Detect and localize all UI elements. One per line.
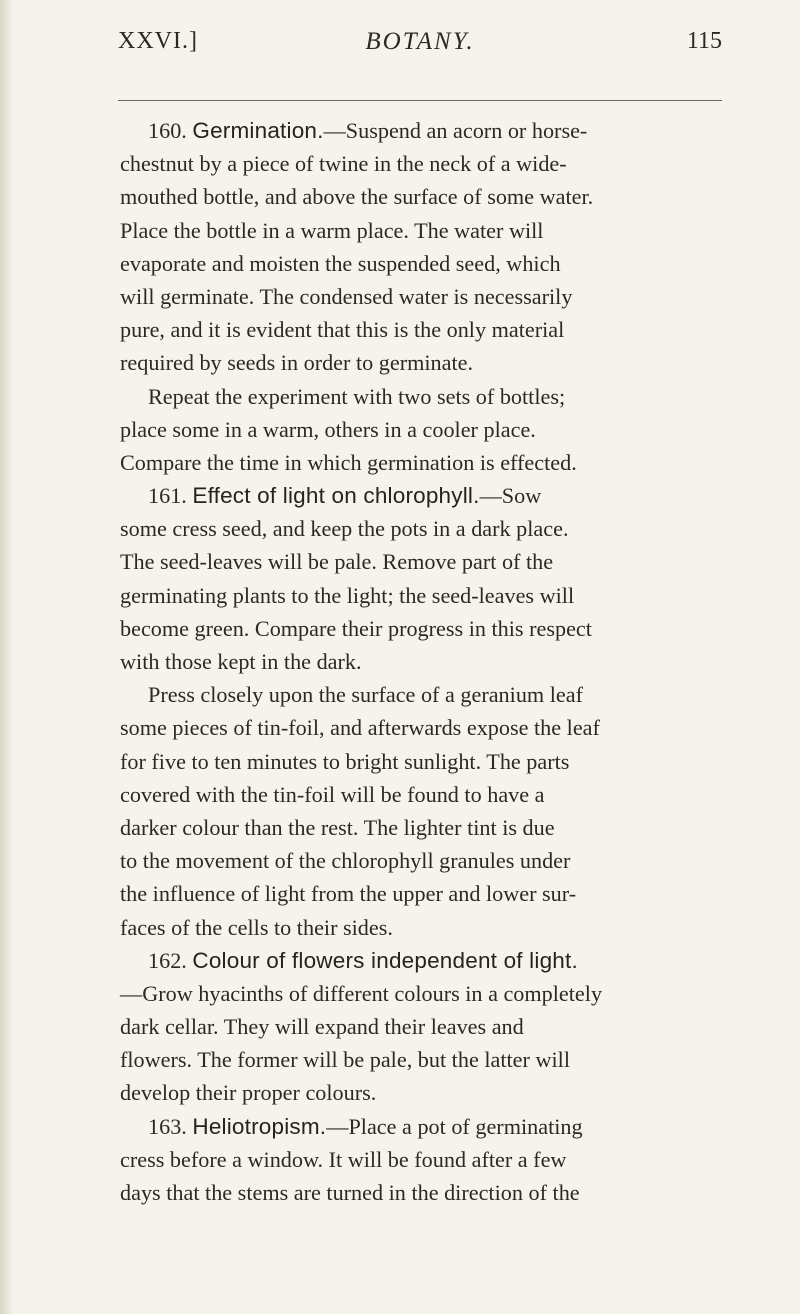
text-line (120, 479, 724, 512)
text-run: chestnut by a piece of twine in the neck of a wide- (120, 151, 567, 177)
text-line (120, 612, 724, 645)
text-run: germinating plants to the light; the seed-leaves will (120, 582, 575, 608)
text-run: to the movement of the chlorophyll granules under (120, 848, 571, 874)
text-line (120, 745, 724, 778)
text-line (120, 512, 724, 545)
text-run: Repeat the experiment with two sets of bottles; (148, 383, 566, 409)
text-line (120, 446, 724, 479)
text-run: 163. (148, 1113, 193, 1139)
text-run: Compare the time in which germination is effected. (120, 449, 577, 475)
text-run: required by seeds in order to germinate. (120, 350, 474, 376)
running-title: BOTANY. (365, 28, 475, 55)
text-run: 162. (148, 947, 193, 973)
body-text (120, 114, 724, 1209)
text-run: darker colour than the rest. The lighter tint is due (120, 814, 555, 840)
text-line (120, 1110, 724, 1143)
page-edge (0, 0, 14, 1314)
text-run: —Grow hyacinths of different colours in a completely (120, 980, 603, 1006)
text-line (120, 1010, 724, 1043)
text-line (120, 711, 724, 744)
section-heading: Colour of flowers independent of light. (192, 947, 578, 973)
text-line (120, 678, 724, 711)
text-run: —Sow (479, 483, 542, 509)
text-run: pure, and it is evident that this is the only material (120, 317, 565, 343)
section-heading: Heliotropism. (192, 1113, 327, 1139)
text-run: place some in a warm, others in a cooler place. (120, 416, 536, 442)
text-line (120, 778, 724, 811)
text-run: days that the stems are turned in the direction of the (120, 1180, 580, 1205)
text-line (120, 346, 724, 379)
text-line (120, 977, 724, 1010)
running-header (118, 18, 722, 58)
text-line (120, 844, 724, 877)
text-line (120, 1043, 724, 1076)
header-rule (118, 100, 722, 101)
section-heading: Effect of light on chlorophyll. (192, 483, 480, 509)
text-line (120, 114, 724, 147)
text-line (120, 911, 724, 944)
text-line (120, 214, 724, 247)
text-line (120, 944, 724, 977)
text-line (120, 380, 724, 413)
text-run: 161. (148, 483, 193, 509)
text-line (120, 1176, 724, 1209)
text-run: Press closely upon the surface of a geranium leaf (148, 682, 583, 708)
text-line (120, 247, 724, 280)
text-run: the influence of light from the upper and lower sur- (120, 881, 577, 907)
text-line (120, 413, 724, 446)
text-line (120, 1143, 724, 1176)
text-line (120, 147, 724, 180)
text-run: covered with the tin-foil will be found to have a (120, 781, 545, 807)
text-line (120, 280, 724, 313)
section-heading: Germination. (192, 118, 324, 143)
text-line (120, 645, 724, 678)
text-run: some pieces of tin-foil, and afterwards expose the leaf (120, 715, 600, 741)
text-run: 160. (148, 118, 193, 143)
text-run: Place the bottle in a warm place. The water will (120, 217, 544, 243)
text-line (120, 313, 724, 346)
text-run: mouthed bottle, and above the surface of some water. (120, 184, 594, 210)
page-number: 115 (686, 28, 722, 54)
text-run: flowers. The former will be pale, but the latter will (120, 1047, 570, 1073)
text-run: will germinate. The condensed water is necessarily (120, 283, 573, 309)
chapter-marker: XXVI.] (118, 28, 198, 54)
text-run: develop their proper colours. (120, 1080, 377, 1106)
text-run: become green. Compare their progress in this respect (120, 615, 592, 641)
text-run: some cress seed, and keep the pots in a dark place. (120, 516, 569, 542)
text-line (120, 579, 724, 612)
text-run: cress before a window. It will be found after a few (120, 1146, 567, 1172)
text-run: The seed-leaves will be pale. Remove part of the (120, 549, 554, 575)
text-run: —Place a pot of germinating (326, 1113, 583, 1139)
text-run: with those kept in the dark. (120, 649, 362, 674)
text-run: faces of the cells to their sides. (120, 914, 393, 940)
text-run: for five to ten minutes to bright sunlight. The parts (120, 748, 570, 774)
text-line (120, 180, 724, 213)
text-run: dark cellar. They will expand their leaves and (120, 1014, 524, 1040)
text-line (120, 545, 724, 578)
text-line (120, 811, 724, 844)
text-line (120, 1076, 724, 1109)
text-run: —Suspend an acorn or horse- (323, 118, 588, 143)
text-line (120, 877, 724, 910)
text-run: evaporate and moisten the suspended seed, which (120, 250, 561, 276)
